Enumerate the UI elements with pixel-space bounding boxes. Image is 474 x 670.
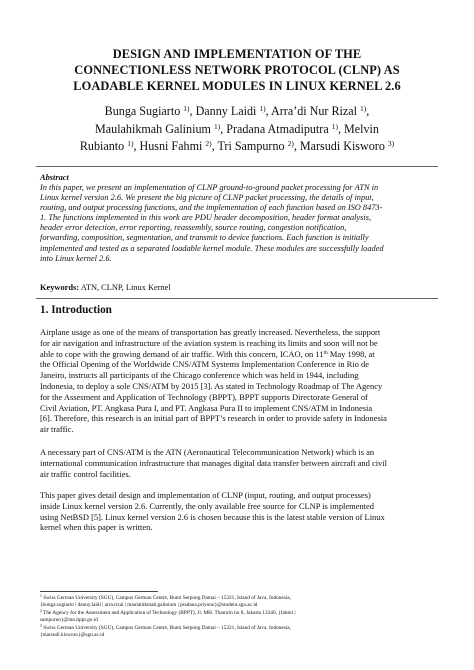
author-name: Maulahikmah Galinium — [95, 121, 211, 136]
paper-title — [40, 46, 434, 94]
abstract-line: In this paper, we present an implementation of CLNP ground-to-ground packet processing for ATN in — [40, 183, 379, 192]
author-name: , Pradana Atmadiputra — [220, 121, 329, 136]
paragraph-3 — [40, 490, 434, 533]
affiliation-mark: 1) — [183, 104, 190, 113]
paragraph-line: Janeiro, instructs all participants of the Chicago conference which was held in 1944, including — [40, 370, 359, 381]
affiliation-mark: 1) — [331, 121, 338, 131]
paragraph-line: for the Assesment and Application of Technology (BPPT), BPPT supports Directorate General of — [40, 391, 368, 402]
paragraph-line: the Official Opening of the Worldwide CNS/ATM Systems Implementation Conference in Rio de — [40, 359, 369, 370]
footnote-line — [40, 595, 434, 602]
affiliation-mark: 3) — [387, 139, 395, 148]
footnote-mark: 1 — [40, 594, 42, 598]
author-name: , Marsudi Kisworo — [293, 139, 385, 153]
affiliation-mark: 1) — [127, 139, 134, 148]
author-name: , Melvin — [337, 121, 379, 136]
affiliation-mark: 1) — [360, 104, 367, 113]
paragraph-2 — [40, 447, 434, 479]
ordinal-suffix: th — [323, 349, 328, 356]
footnote-line: sampurno}@inn.bppt.go.id — [40, 617, 98, 624]
paragraph-line: for air navigation and infrastructure of the aviation system is reaching its limits and soon will not be — [40, 337, 378, 348]
paragraph-line: air traffic control facilities. — [40, 468, 131, 479]
author-line — [30, 103, 444, 121]
abstract-line: into Linux kernel 2.6. — [40, 253, 112, 263]
paragraph-line: international communication infrastructure that manages digital data transfer between aircraft and civil — [40, 457, 387, 468]
paragraph-line — [40, 349, 434, 360]
paragraph-line: inside Linux kernel version 2.6. Currently, the only available free source for CLNP is implemented — [40, 500, 374, 511]
abstract-line: header error detection, error reporting, reassembly, source routing, congestion notification, — [40, 223, 347, 233]
paragraph-line: Civil Aviation, PT. Angkasa Pura I, and PT. Angkasa Pura II to implement CNS/ATM in Indonesia — [40, 402, 373, 413]
keywords — [40, 283, 171, 292]
abstract-line: implemented and tested as a separated loadable kernel module. These modules are successfully loaded — [40, 243, 384, 253]
footnote-text: Swiss German University (SGU), Campus German Centre, Bumi Serpong Damai – 15321, Island of Java, Indonesia, — [41, 624, 291, 631]
footnote-line: {marsudi.kisworo}@sgu.ac.id — [40, 632, 105, 639]
title-line: CONNECTIONLESS NETWORK PROTOCOL (CLNP) AS — [74, 63, 400, 77]
author-name: , Husni Fahmi — [133, 139, 203, 153]
abstract-text — [40, 183, 434, 264]
keywords-label: Keywords: — [40, 283, 80, 292]
affiliation-mark: 2) — [205, 139, 212, 148]
abstract-bottom-rule — [36, 298, 438, 299]
title-line: DESIGN AND IMPLEMENTATION OF THE — [112, 47, 362, 61]
title-line: LOADABLE KERNEL MODULES IN LINUX KERNEL 2.6 — [73, 79, 401, 93]
footnote-line: {bunga.sugiarto | danny.laidi | arra.rizal | maulahikmah.galinium | pradana.priyono}@student.sgu.ac.id — [40, 602, 258, 609]
paragraph-line: This paper gives detail design and implementation of CLNP (input, routing, and output processes) — [40, 490, 371, 500]
footnote-line — [40, 625, 434, 632]
abstract-line: 1. The functions implemented in this work are PDU header decomposition, header format analysis, — [40, 213, 372, 223]
footnote-text: Swiss German University (SGU), Campus German Centre, Bumi Serpong Damai – 15321, Island of Java, Indonesia, — [41, 595, 291, 601]
paragraph-line: A necessary part of CNS/ATM is the ATN (Aeronautical Telecommunication Network) which is an — [40, 447, 375, 457]
paragraph-line: air traffic. — [40, 424, 74, 435]
text-run: able to cope with the growing demand of air traffic. With this concern, ICAO, on 11 — [40, 348, 324, 359]
author-name: , Danny Laidi — [189, 104, 257, 118]
affiliation-mark: 1) — [213, 121, 221, 131]
text-run: May 1998, at — [327, 348, 375, 359]
section-heading: 1. Introduction — [40, 304, 112, 316]
keywords-text: ATN, CLNP, Linux Kernel — [79, 283, 171, 292]
abstract-heading: Abstract — [40, 173, 69, 182]
abstract-line: routing, and output processing functions, and the implementation of each function based on ISO 8473- — [40, 203, 383, 213]
affiliation-mark: 1) — [259, 104, 266, 113]
footnotes — [40, 595, 434, 639]
paragraph-line: Indonesia, to deploy a sole CNS/ATM by 2015 [3]. As stated in Technology Roadmap of The Agency — [40, 380, 383, 391]
paragraph-line: using NetBSD [5]. Linux kernel version 2.6 is chosen because this is the latest stable version of Linux — [40, 511, 385, 522]
footnote-line — [40, 610, 434, 617]
author-name: Bunga Sugiarto — [104, 104, 181, 118]
abstract-line: Linux kernel version 2.6. We present the big picture of CLNP packet processing, the details of input, — [40, 193, 374, 203]
author-name: Rubianto — [79, 139, 125, 153]
author-name: , Arra’di Nur Rizal — [265, 104, 358, 118]
footnote-text: The Agency for the Assessment and Application of Technology (BPPT), Jl. MH. Thamrin no 8, Jakarta 13340, {fahmi | — [41, 609, 296, 616]
affiliation-mark: 2) — [287, 139, 294, 148]
footnote-mark: 2 — [40, 608, 42, 613]
author-line — [30, 121, 444, 139]
separator: , — [366, 104, 370, 118]
abstract-line: forwarding, composition, segmentation, and transmit to device functions. Each function is initially — [40, 233, 369, 243]
author-line — [30, 138, 444, 156]
author-name: , Tri Sampurno — [211, 139, 285, 153]
abstract-top-rule — [36, 166, 438, 167]
footnote-rule — [40, 591, 158, 592]
paragraph-line: kernel when this paper is written. — [40, 522, 153, 533]
paragraph-line: [6]. Therefore, this research is an initial part of BPPT’s research in order to provide safety in Indonesia — [40, 413, 387, 424]
footnote-mark: 3 — [40, 623, 42, 628]
author-list — [30, 103, 444, 156]
paragraph-1 — [40, 327, 434, 435]
paragraph-line: Airplane usage as one of the means of transportation has greatly increased. Nevertheless, the support — [40, 327, 381, 337]
